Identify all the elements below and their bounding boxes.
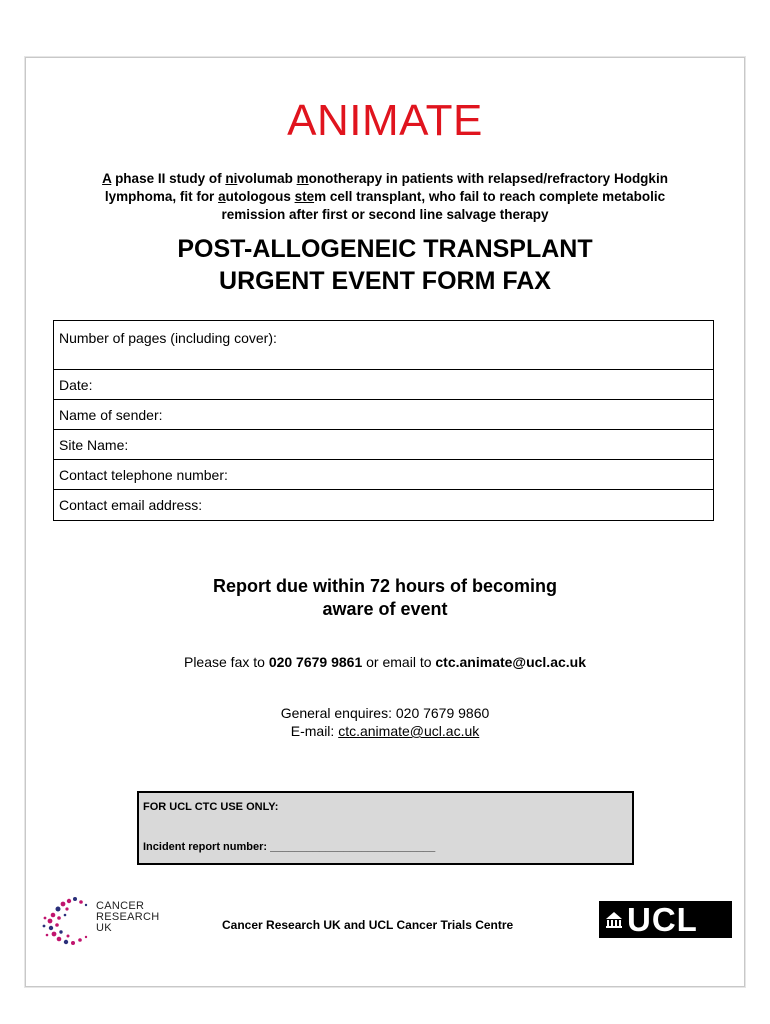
enquiries-phone: General enquires: 020 7679 9860 [280, 705, 490, 721]
report-due-notice [26, 575, 744, 621]
document-page [25, 57, 745, 987]
portico-icon [603, 910, 625, 930]
cruk-line-2: RESEARCH [96, 911, 160, 923]
subtitle-underline-ni: ni [225, 171, 238, 186]
subtitle-text: utologous [225, 189, 295, 204]
subtitle-text: lymphoma, fit for [104, 189, 219, 204]
subtitle-line-1 [46, 170, 724, 188]
ctc-use-only-label: FOR UCL CTC USE ONLY: [143, 801, 279, 813]
subtitle-line-2 [46, 188, 724, 206]
subtitle-text: m cell transplant, who fail to reach complete metabolic [314, 189, 666, 204]
enquiries-email-label: E-mail: [290, 723, 339, 739]
subtitle-line-3: remission after first or second line salvage therapy [221, 207, 549, 222]
subtitle-underline-m: m [296, 171, 309, 186]
subtitle-underline-a2: a [218, 189, 226, 204]
cruk-dots-icon [43, 897, 88, 945]
form-title [26, 233, 744, 297]
subtitle-text: phase II study of [111, 171, 226, 186]
footer-organisations: Cancer Research UK and UCL Cancer Trials Centre [222, 918, 514, 932]
cruk-line-3: UK [96, 922, 112, 934]
subtitle-underline-a: A [102, 171, 112, 186]
form-title-line-2: URGENT EVENT FORM FAX [219, 267, 551, 295]
fax-middle: or email to [362, 654, 436, 670]
subtitle-underline-ste: ste [294, 189, 315, 204]
field-name-of-sender[interactable]: Name of sender: [54, 400, 713, 430]
fax-number: 020 7679 9861 [268, 654, 363, 670]
report-due-line-2: aware of event [322, 599, 448, 619]
enquiries-email-link[interactable]: ctc.animate@ucl.ac.uk [338, 723, 480, 739]
fax-details-table [53, 320, 714, 521]
fax-email: ctc.animate@ucl.ac.uk [435, 654, 586, 670]
ucl-letters: UCL [627, 901, 698, 938]
field-contact-telephone[interactable]: Contact telephone number: [54, 460, 713, 490]
fax-instructions [26, 654, 744, 670]
cruk-line-1: CANCER [96, 900, 145, 912]
general-enquiries [26, 704, 744, 740]
fax-prefix: Please fax to [183, 654, 269, 670]
enquiries-email-line [26, 722, 744, 740]
incident-report-number-field[interactable]: Incident report number: ___________________________ [143, 841, 436, 853]
subtitle-text: volumab [237, 171, 297, 186]
form-title-line-1: POST-ALLOGENEIC TRANSPLANT [177, 235, 593, 263]
study-subtitle [46, 170, 724, 224]
subtitle-text: onotherapy in patients with relapsed/refractory Hodgkin [308, 171, 668, 186]
field-site-name[interactable]: Site Name: [54, 430, 713, 460]
cruk-wordmark [96, 901, 160, 934]
study-title: ANIMATE [287, 96, 483, 145]
ctc-use-only-box [137, 791, 634, 865]
report-due-line-1: Report due within 72 hours of becoming [212, 576, 557, 596]
field-date[interactable]: Date: [54, 370, 713, 400]
ucl-logo [599, 901, 732, 938]
field-number-of-pages[interactable]: Number of pages (including cover): [54, 321, 713, 370]
field-contact-email[interactable]: Contact email address: [59, 497, 203, 513]
